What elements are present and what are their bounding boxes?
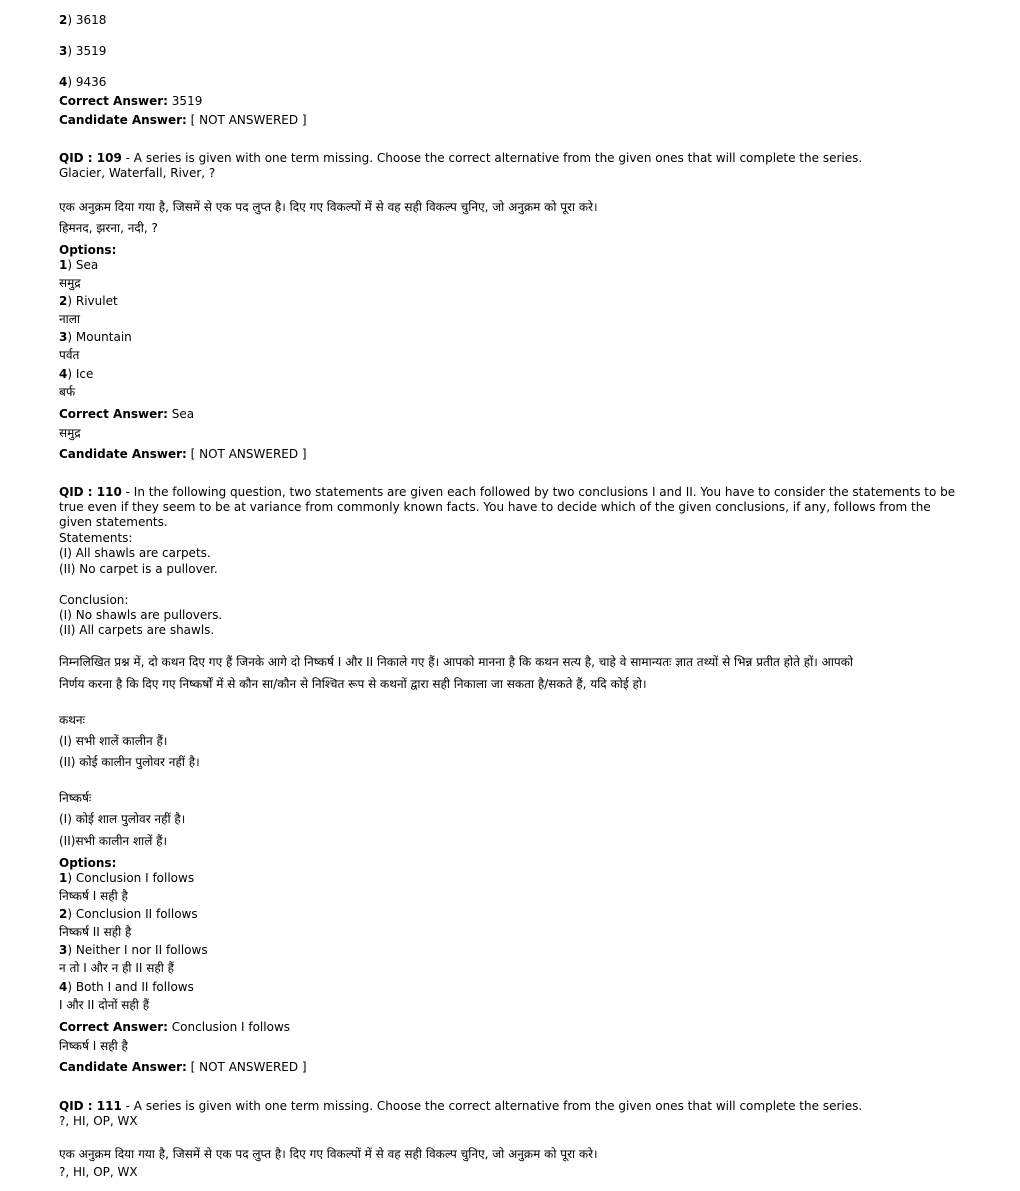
q110-statements-label: Statements: [59,531,133,545]
q110-conclusion-2: (II) All carpets are shawls. [59,623,215,637]
q109-correct-answer-en: Correct Answer: Sea [59,407,195,421]
q109-option-2-en: 2) Rivulet [59,294,118,308]
q109-option-3-en: 3) Mountain [59,330,132,344]
q110-statement-1: (I) All shawls are carpets. [59,546,211,560]
q110-question-hi-line2: निर्णय करना है कि दिए गए निष्कर्षों में से कौन सा/कौन से निश्चित रूप से कथनों द्वारा सही निकाला जा सकता है/सकते हैं, यदि कोई हो। [59,677,647,691]
q109-candidate-answer: Candidate Answer: [ NOT ANSWERED ] [59,447,307,461]
q109-option-1-hi: समुद्र [59,276,81,290]
q111-question-en: QID : 111 - A series is given with one term missing. Choose the correct alternative from the given ones that will complete the series. [59,1099,863,1113]
q110-correct-answer-en: Correct Answer: Conclusion I follows [59,1020,291,1034]
q110-option-1-en: 1) Conclusion I follows [59,871,195,885]
q110-conclusion-2-hi: (II)सभी कालीन शालें हैं। [59,834,168,848]
q110-conclusion-label: Conclusion: [59,593,129,607]
q110-question-en: QID : 110 - In the following question, two statements are given each followed by two conclusions I and II. You have to consider the statements to be true even if they seem to be at variance from commonly known facts. You have to decide which of the given conclusions, if any, follows from the given statements. [59,485,956,529]
q109-series-en: Glacier, Waterfall, River, ? [59,166,216,180]
q110-conclusion-1: (I) No shawls are pullovers. [59,608,223,622]
q110-option-1-hi: निष्कर्ष I सही है [59,889,128,903]
q110-question-hi-line1: निम्नलिखित प्रश्न में, दो कथन दिए गए हैं जिनके आगे दो निष्कर्ष I और II निकाले गए हैं। आपको मानना है कि कथन सत्य है, चाहे वे सामान्यतः ज्ञात तथ्यों से भिन्न प्रतीत होते हों। आपको [59,655,854,669]
q111-series-en: ?, HI, OP, WX [59,1114,138,1128]
q109-option-3-hi: पर्वत [59,348,80,362]
q110-statement-1-hi: (I) सभी शालें कालीन हैं। [59,734,168,748]
q108-option-3: 3) 3519 [59,44,107,58]
q111-question-hi: एक अनुक्रम दिया गया है, जिसमें से एक पद लुप्त है। दिए गए विकल्पों में से वह सही विकल्प चुनिए, जो अनुक्रम को पूरा करे। [59,1147,598,1161]
q109-option-2-hi: नाला [59,312,81,326]
q110-conclusion-1-hi: (I) कोई शाल पुलोवर नहीं है। [59,812,186,826]
q109-options-label: Options: [59,243,117,257]
q110-option-4-hi: I और II दोनों सही हैं [59,998,150,1012]
q110-statement-2-hi: (II) कोई कालीन पुलोवर नहीं है। [59,755,200,769]
q109-option-4-en: 4) Ice [59,367,94,381]
q110-option-3-en: 3) Neither I nor II follows [59,943,208,957]
q110-option-3-hi: न तो I और न ही II सही हैं [59,961,175,975]
q110-option-4-en: 4) Both I and II follows [59,980,194,994]
q110-statements-label-hi: कथनः [59,713,85,727]
q108-option-4: 4) 9436 [59,75,107,89]
q110-statement-2: (II) No carpet is a pullover. [59,562,218,576]
q110-conclusion-label-hi: निष्कर्षः [59,791,92,805]
q109-question-hi: एक अनुक्रम दिया गया है, जिसमें से एक पद लुप्त है। दिए गए विकल्पों में से वह सही विकल्प चुनिए, जो अनुक्रम को पूरा करे। [59,200,598,214]
q110-options-label: Options: [59,856,117,870]
q108-candidate-answer: Candidate Answer: [ NOT ANSWERED ] [59,113,307,127]
q109-correct-answer-hi: समुद्र [59,426,81,440]
q109-question-en: QID : 109 - A series is given with one term missing. Choose the correct alternative from the given ones that will complete the series. [59,151,863,165]
q109-option-1-en: 1) Sea [59,258,99,272]
q108-correct-answer: Correct Answer: 3519 [59,94,203,108]
q108-option-2: 2) 3618 [59,13,107,27]
q110-option-2-hi: निष्कर्ष II सही है [59,925,132,939]
q110-option-2-en: 2) Conclusion II follows [59,907,198,921]
q110-candidate-answer: Candidate Answer: [ NOT ANSWERED ] [59,1060,307,1074]
q109-option-4-hi: बर्फ [59,385,76,399]
q111-series-hi: ?, HI, OP, WX [59,1165,138,1179]
q110-correct-answer-hi: निष्कर्ष I सही है [59,1039,128,1053]
q109-series-hi: हिमनद, झरना, नदी, ? [59,221,158,235]
